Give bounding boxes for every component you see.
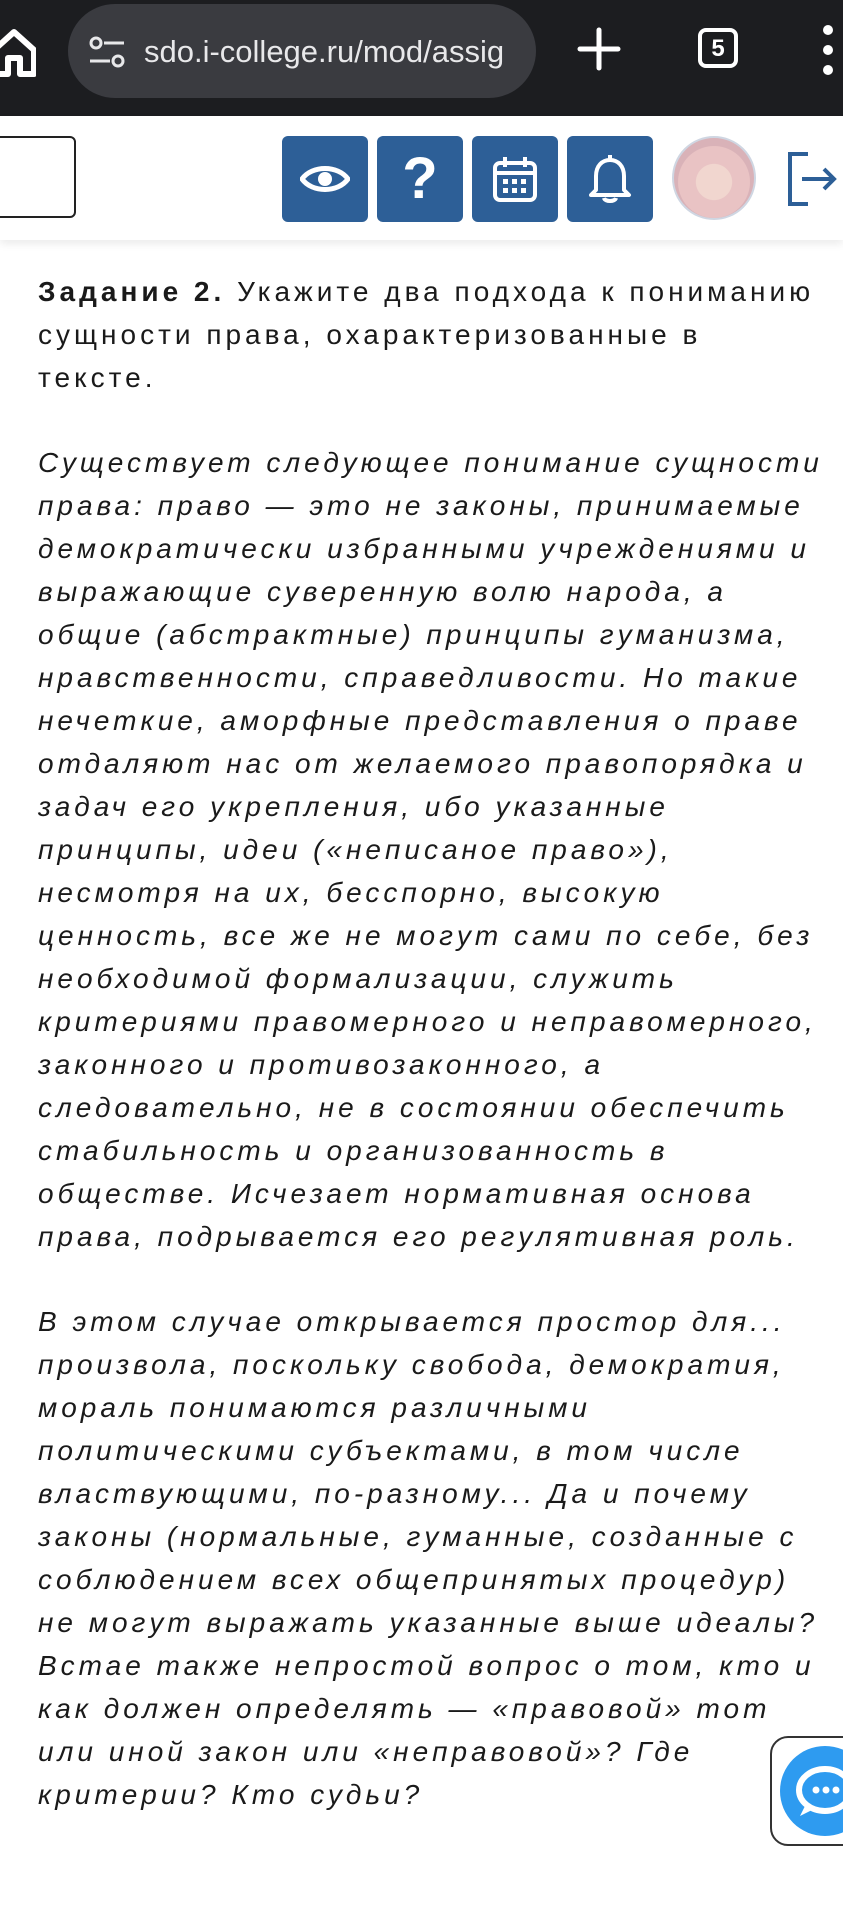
overflow-menu-icon[interactable] [820,22,836,78]
calendar-button[interactable] [472,136,558,222]
address-bar[interactable] [68,4,536,98]
browser-toolbar [0,0,843,116]
user-avatar[interactable] [672,136,756,220]
task-statement [38,270,828,399]
bell-icon [588,154,632,204]
notifications-button[interactable] [567,136,653,222]
help-button[interactable] [377,136,463,222]
chat-widget-button[interactable] [770,1736,843,1846]
search-input[interactable] [0,136,76,218]
eye-button[interactable] [282,136,368,222]
tabs-count-button[interactable]: 5 [698,28,738,68]
url-text[interactable]: sdo.i-college.ru/mod/assig [144,34,505,69]
task-text: Укажите два подхода к пониманию сущности права, охарактеризованные в тексте. [38,276,815,393]
home-icon[interactable] [0,24,36,80]
eye-icon [300,161,350,197]
logout-icon[interactable] [786,150,838,208]
assignment-content [38,270,828,1858]
task-label: Задание 2. [38,276,226,307]
calendar-icon [492,155,538,203]
source-text-paragraph-2: В этом случае открывается простор для... произвола, поскольку свобода, демократия, мораль понимаются различными политическими субъектами, в том числе властвующими, по-разному... Да и почему законы (нормальные, гуманные, созданные с соблюдением всех общепринятых процедур) не могут выражать указанные выше идеалы? Встае также непростой вопрос о том, кто и как должен определять — «правовой» тот или иной закон или «неправовой»? Где критерии? Кто судьи? [38,1306,819,1810]
chat-bubble-icon [780,1746,843,1836]
help-question-icon: ? [402,146,438,211]
new-tab-plus-icon[interactable] [576,26,622,72]
source-text-paragraph-1: Существует следующее понимание сущности права: право — это не законы, принимаемые демократически избранными учреждениями и выражающие суверенную волю народа, а общие (абстрактные) принципы гуманизма, нравственности, справедливости. Но такие нечеткие, аморфные представления о праве отдаляют нас от желаемого правопорядка и задач его укрепления, ибо указанные принципы, идеи («неписаное право»), несмотря на их, бесспорно, высокую ценность, все же не могут сами по себе, без необходимой формализации, служить критериями правомерного и неправомерного, законного и противозаконного, а следовательно, не в состоянии обеспечить стабильность и организованность в обществе. Исчезает нормативная основа права, подрывается его регулятивная роль. [38,447,823,1252]
site-header [0,116,843,240]
site-settings-icon[interactable] [88,34,126,70]
